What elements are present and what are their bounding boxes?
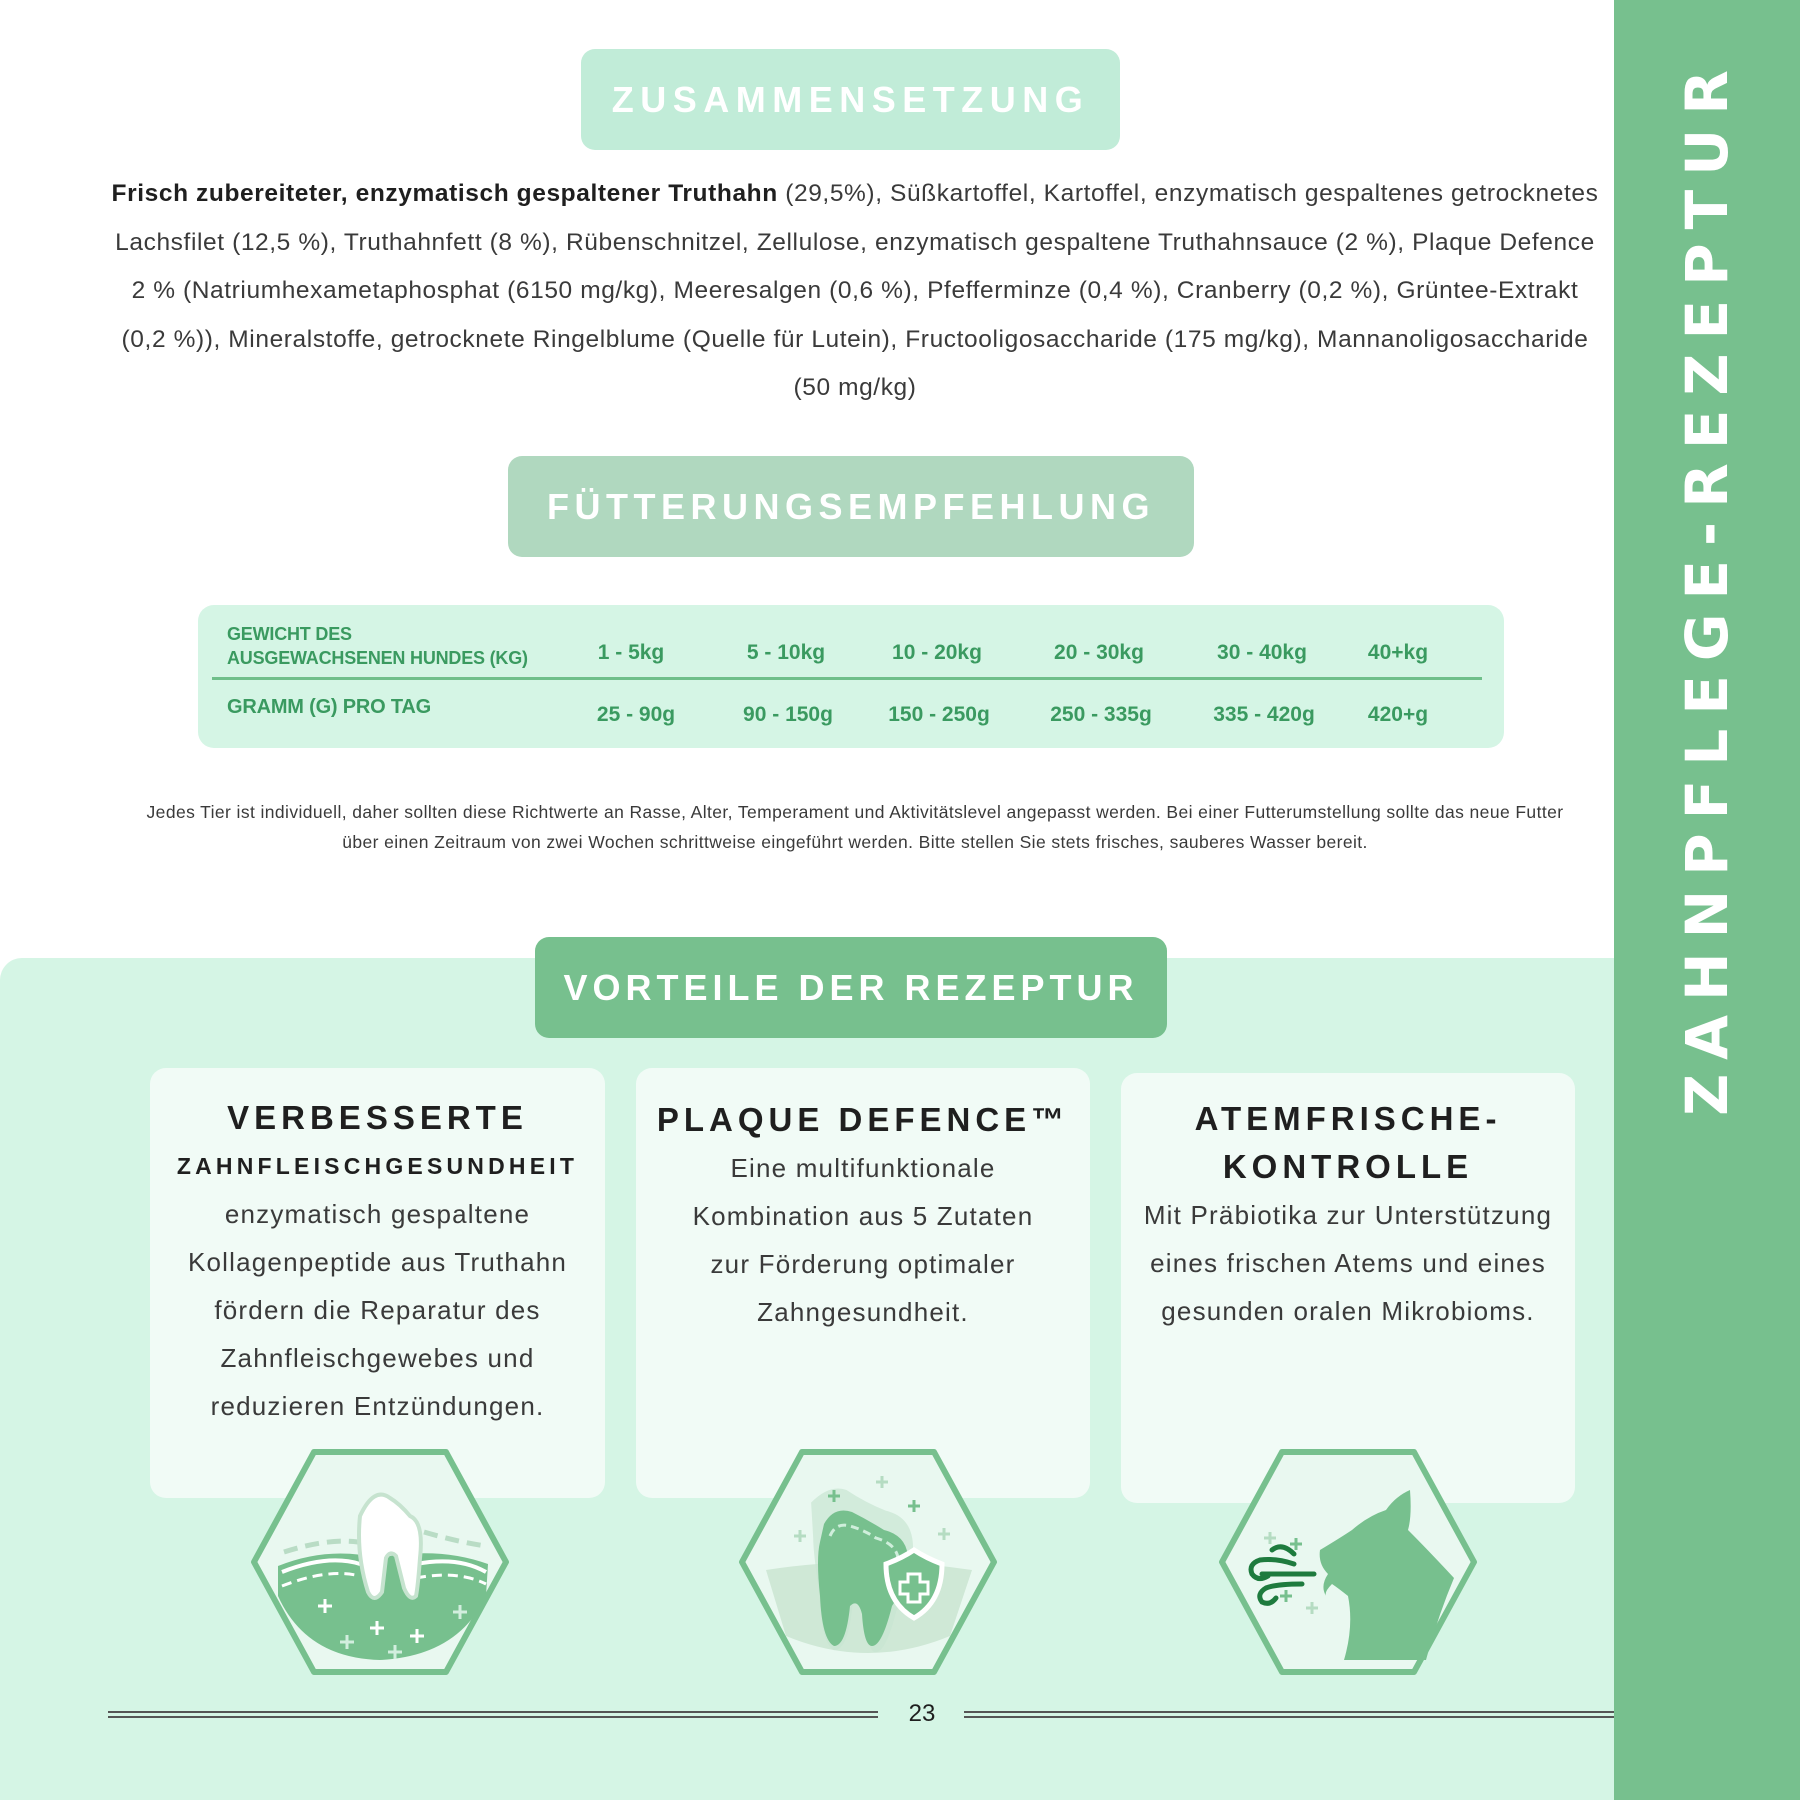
composition-heading: ZUSAMMENSETZUNG	[581, 49, 1120, 150]
weight-row	[198, 619, 1504, 671]
feeding-heading: FÜTTERUNGSEMPFEHLUNG	[508, 456, 1194, 557]
benefit-subtitle: KONTROLLE	[1222, 1148, 1474, 1185]
benefits-heading: VORTEILE DER REZEPTUR	[535, 937, 1167, 1038]
dog-breath-icon	[1216, 1446, 1480, 1678]
weight-header-line2: AUSGEWACHSENEN HUNDES (KG)	[227, 648, 528, 668]
benefit-body: enzymatisch gespaltene Kollagenpeptide aus Truthahn fördern die Reparatur des Zahnfleischgewebes und reduzieren Entzündungen.	[187, 1199, 568, 1421]
benefit-body: Mit Präbiotika zur Unterstützung eines frischen Atems und eines gesunden oralen Mikrobioms.	[1143, 1200, 1553, 1326]
weight-row-header	[227, 622, 528, 670]
grams-cell: 90 - 150g	[743, 703, 833, 726]
footer-rule-right	[964, 1711, 1614, 1718]
gum-tooth-icon	[248, 1446, 512, 1678]
benefit-card-breath-control	[1121, 1073, 1575, 1503]
composition-ingredients: (29,5%), Süßkartoffel, Kartoffel, enzymatisch gespaltenes getrocknetes Lachsfilet (12,5 %), Truthahnfett (8 %), Rübenschnitzel, Zellulose, enzymatisch gespaltene Truthahnsauce (2 %), Plaque Defence 2 % (Natriumhexametaphosphat (6150 mg/kg), Meeresalgen (0,6 %), Pfefferminze (0,4 %), Cranberry (0,2 %), Grüntee-Extrakt (0,2 %)), Mineralstoffe, getrocknete Ringelblume (Quelle für Lutein), Fructooligosaccharide (175 mg/kg), Mannanoligosaccharide (50 mg/kg)	[115, 180, 1599, 401]
grams-cell: 250 - 335g	[1050, 703, 1152, 726]
benefit-title: VERBESSERTE	[227, 1099, 528, 1136]
benefit-card-gum-health	[150, 1068, 605, 1498]
grams-cell: 150 - 250g	[888, 703, 990, 726]
footer-rule-left	[108, 1711, 878, 1718]
grams-row	[198, 683, 1504, 735]
weight-cell: 40+kg	[1367, 641, 1429, 664]
page-number: 23	[908, 1700, 936, 1727]
weight-cell: 20 - 30kg	[1054, 641, 1144, 664]
composition-text	[110, 170, 1600, 413]
benefit-subtitle: ZAHNFLEISCHGESUNDHEIT	[176, 1153, 579, 1179]
grams-row-header: GRAMM (G) PRO TAG	[227, 696, 431, 718]
grams-cell: 25 - 90g	[596, 703, 676, 726]
weight-cell: 1 - 5kg	[597, 641, 665, 664]
composition-lead: Frisch zubereiteter, enzymatisch gespaltener Truthahn	[111, 180, 778, 207]
grams-cell: 335 - 420g	[1213, 703, 1315, 726]
benefit-card-plaque-defence	[636, 1068, 1090, 1498]
tooth-shield-icon	[736, 1446, 1000, 1678]
grams-cell: 420+g	[1367, 703, 1429, 726]
benefit-body: Eine multifunktionale Kombination aus 5 Zutaten zur Förderung optimaler Zahngesundheit.	[692, 1153, 1034, 1327]
table-divider	[212, 677, 1482, 680]
benefit-title: PLAQUE DEFENCE™	[656, 1101, 1070, 1138]
weight-cell: 30 - 40kg	[1217, 641, 1307, 664]
weight-cell: 10 - 20kg	[892, 641, 982, 664]
feeding-note: Jedes Tier ist individuell, daher sollten diese Richtwerte an Rasse, Alter, Temperament und Aktivitätslevel angepasst werden. Bei einer Futterumstellung sollte das neue Futter über einen Zeitraum von zwei Wochen schrittweise eingeführt werden. Bitte stellen Sie stets frisches, sauberes Wasser bereit.	[146, 802, 1564, 852]
weight-header-line1: GEWICHT DES	[227, 624, 352, 644]
feeding-table	[198, 605, 1504, 748]
benefit-title: ATEMFRISCHE-	[1194, 1100, 1502, 1137]
weight-cell: 5 - 10kg	[746, 641, 826, 664]
side-title: ZAHNPFLEGE-REZEPTUR	[1673, 56, 1741, 1116]
